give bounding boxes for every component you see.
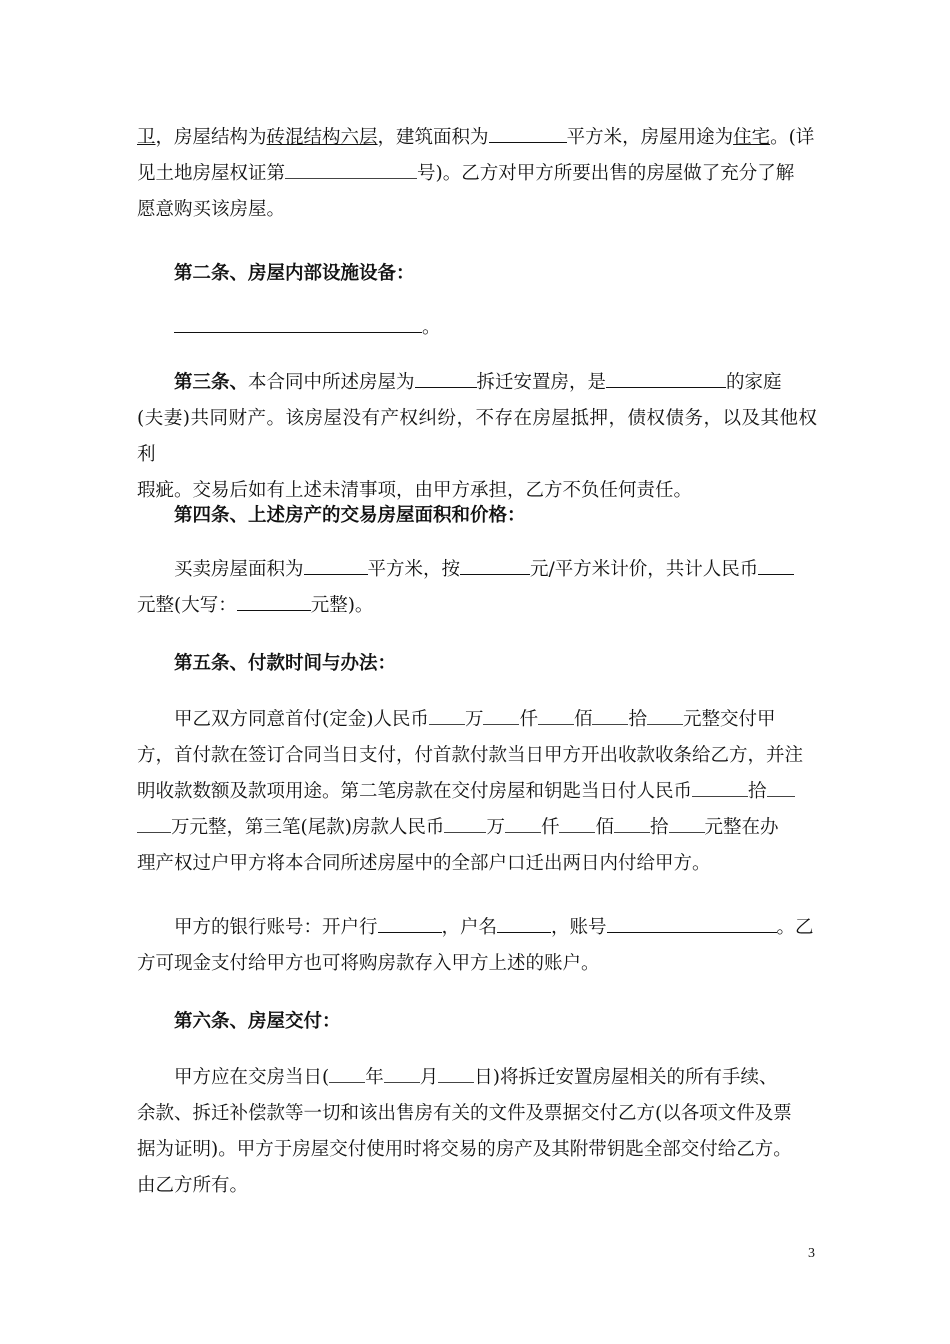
text-usage-label: 平方米，房屋用途为	[566, 127, 734, 148]
text-qian: 仟	[519, 709, 538, 730]
article-2-body	[137, 310, 817, 346]
article-3-title: 第三条、	[174, 372, 249, 393]
text-a5-line3: 明收款数额及款项用途。第二笔房款在交付房屋和钥匙当日付人民币	[137, 781, 693, 802]
text-shi-2: 拾	[748, 781, 767, 802]
text-bai-2: 佰	[595, 817, 614, 838]
blank-account-name	[497, 914, 551, 933]
text-a5-line4: 万元整，第三笔(尾款)房款人民币	[171, 817, 445, 838]
blank-third-yuan	[669, 814, 705, 833]
article-5-body	[137, 702, 817, 882]
text-a3-line3: 瑕疵。交易后如有上述未清事项，由甲方承担，乙方不负任何责任。	[137, 480, 693, 501]
text-usage-value: 住宅	[733, 127, 771, 148]
text-account-number-label: ，账号	[551, 917, 607, 938]
blank-yuan	[647, 706, 683, 725]
text-bai: 佰	[573, 709, 593, 730]
blank-third-qian	[505, 814, 541, 833]
blank-account-number	[607, 914, 777, 933]
article-6-body	[137, 1060, 817, 1204]
text-a5-part2: 元整交付甲	[683, 709, 776, 730]
blank-total	[758, 556, 794, 575]
blank-year	[329, 1064, 365, 1083]
text-bank-tail: 。乙	[776, 917, 814, 938]
text-structure-label: ，房屋结构为	[155, 127, 267, 148]
text-a3-part1: 本合同中所述房屋为	[248, 372, 415, 393]
text-cert-tail: 号)。乙方对甲方所要出售的房屋做了充分了解	[417, 163, 795, 184]
blank-relocation	[415, 369, 477, 388]
blank-family	[606, 369, 726, 388]
blank-total-uppercase	[237, 592, 311, 611]
blank-sale-area	[304, 556, 368, 575]
text-a6-line4: 由乙方所有。	[137, 1175, 249, 1196]
text-account-name-label: ，户名	[441, 917, 498, 938]
text-bathroom: 卫	[137, 127, 156, 148]
text-a3-part2: 拆迁安置房，是	[476, 372, 607, 393]
blank-bai	[538, 706, 574, 725]
blank-third-wan	[444, 814, 486, 833]
text-a6-part2: 日)将拆迁安置房屋相关的所有手续、	[474, 1067, 778, 1088]
text-bank-line2: 方可现金支付给甲方也可将购房款存入甲方上述的账户。	[137, 953, 600, 974]
article-6-title: 第六条、房屋交付：	[174, 1011, 341, 1032]
article-5-title: 第五条、付款时间与办法：	[174, 653, 397, 674]
blank-third-bai	[559, 814, 595, 833]
text-a3-line2: (夫妻)共同财产。该房屋没有产权纠纷，不存在房屋抵押，债权债务，以及其他权利	[137, 408, 817, 465]
blank-second-shi	[767, 778, 795, 797]
blank-second-payment	[692, 778, 748, 797]
text-structure-value: 砖混结构六层	[266, 127, 378, 148]
text-a6-line3: 据为证明)。甲方于房屋交付使用时将交易的房产及其附带钥匙全部交付给乙方。	[137, 1139, 792, 1160]
article-2-title: 第二条、房屋内部设施设备：	[174, 263, 415, 284]
text-detail-open: 。(详	[770, 127, 815, 148]
text-a3-part3: 的家庭	[726, 372, 782, 393]
blank-second-wan	[137, 814, 171, 833]
blank-shi	[592, 706, 628, 725]
text-a4-part2: 平方米，按	[367, 559, 461, 580]
blank-third-shi	[614, 814, 650, 833]
text-wan: 万	[464, 709, 484, 730]
text-a5-line5: 理产权过户甲方将本合同所述房屋中的全部户口迁出两日内付给甲方。	[137, 853, 711, 874]
text-a6-line2: 余款、拆迁补偿款等一切和该出售房有关的文件及票据交付乙方(以各项文件及票	[137, 1103, 792, 1124]
page-number: 3	[808, 1246, 815, 1261]
blank-bank	[378, 914, 442, 933]
text-shi-3: 拾	[649, 817, 669, 838]
text-area-label: ，建筑面积为	[377, 127, 489, 148]
article-4-title: 第四条、上述房产的交易房屋面积和价格：	[174, 505, 526, 526]
text-a4-part1: 买卖房屋面积为	[174, 559, 304, 580]
text-a4-part5: 元整)。	[310, 595, 374, 616]
text-wan-2: 万	[486, 817, 505, 838]
blank-area	[489, 124, 567, 143]
blank-qian	[483, 706, 519, 725]
text-a6-part1: 甲方应在交房当日(	[174, 1067, 330, 1088]
text-cert-label: 见土地房屋权证第	[137, 163, 286, 184]
blank-facilities	[174, 314, 422, 333]
text-year: 年	[365, 1067, 384, 1088]
text-shi: 拾	[628, 709, 647, 730]
paragraph-house-info	[137, 120, 817, 228]
bank-paragraph	[137, 910, 817, 982]
blank-wan	[429, 706, 465, 725]
text-a5-line4-tail: 元整在办	[704, 817, 779, 838]
text-qian-2: 仟	[540, 817, 560, 838]
text-a5-part1: 甲乙双方同意首付(定金)人民币	[174, 709, 429, 730]
text-a4-part3: 元/平方米计价，共计人民币	[530, 559, 759, 580]
blank-month	[384, 1064, 420, 1083]
text-month: 月	[419, 1067, 439, 1088]
blank-unit-price	[460, 556, 530, 575]
article-3	[137, 365, 817, 509]
text-period: 。	[422, 317, 441, 338]
text-bank-label: 甲方的银行账号：开户行	[174, 917, 378, 938]
article-4-body	[137, 552, 817, 624]
text-willing: 愿意购买该房屋。	[137, 199, 286, 220]
blank-cert-number	[285, 160, 417, 179]
blank-day	[438, 1064, 474, 1083]
text-a4-part4: 元整(大写：	[137, 595, 237, 616]
text-a5-line2: 方，首付款在签订合同当日支付，付首款付款当日甲方开出收款收条给乙方，并注	[137, 745, 804, 766]
